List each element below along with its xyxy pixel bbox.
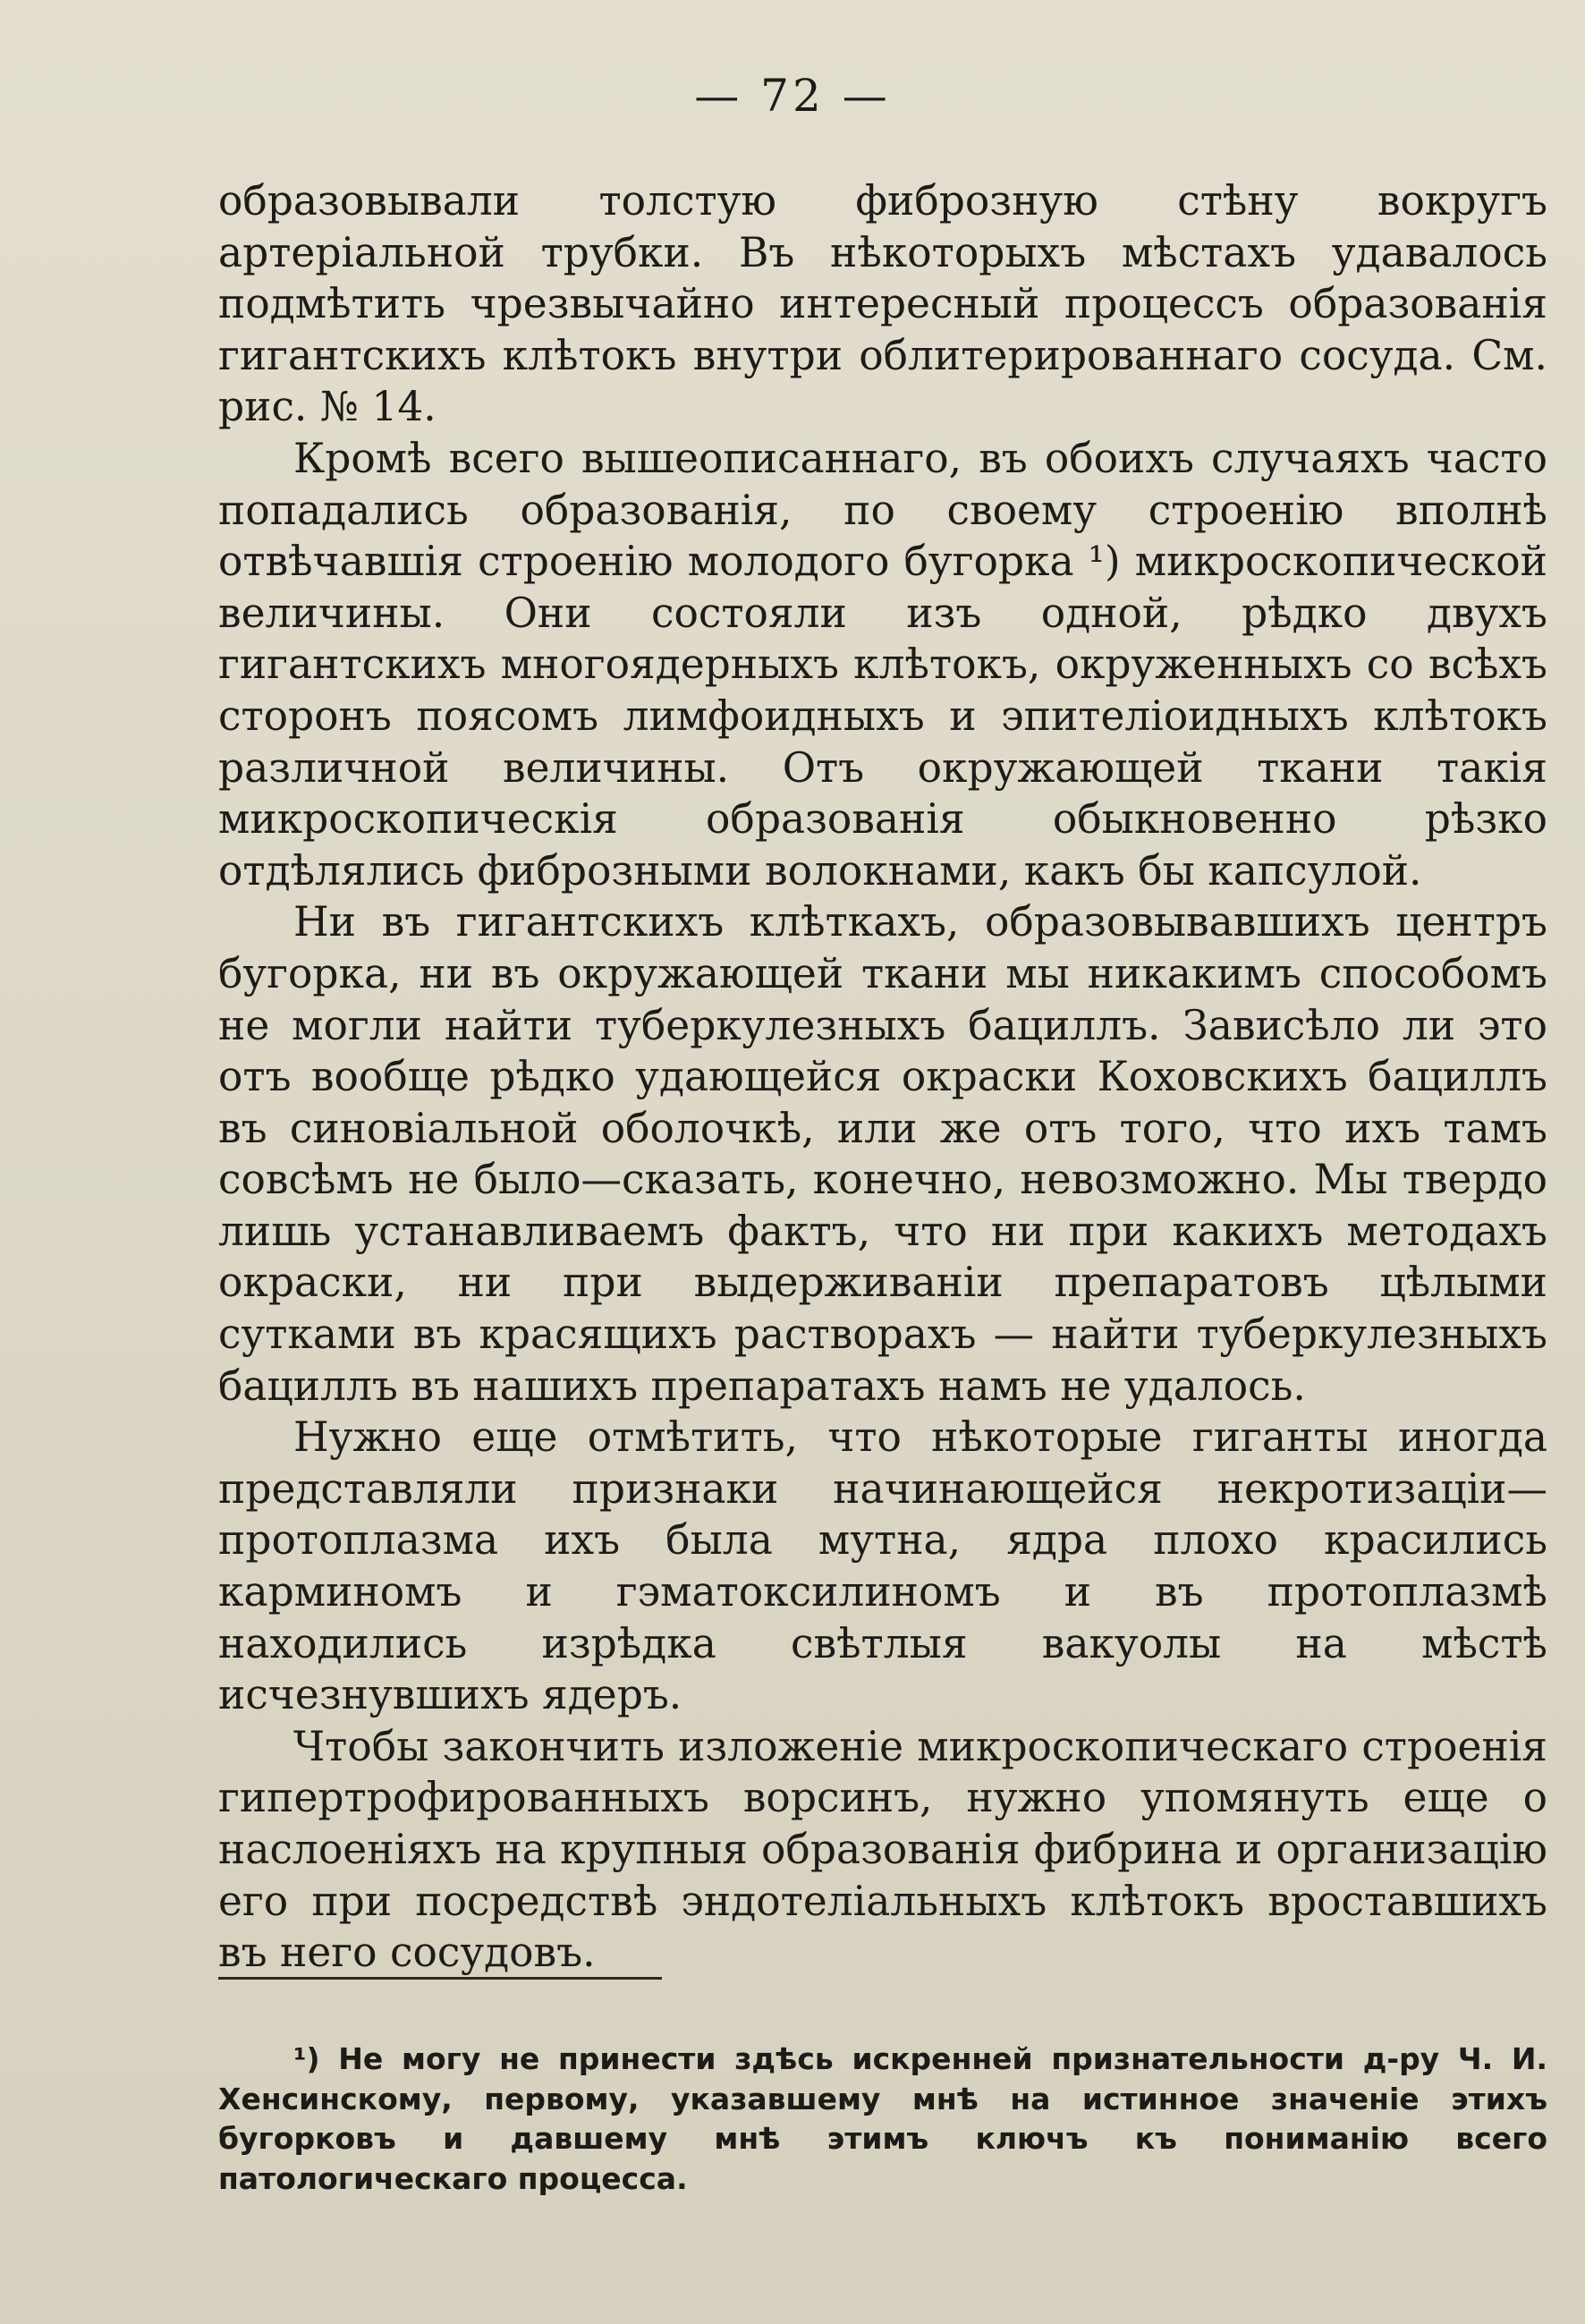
paragraph-2: Кромѣ всего вышеописаннаго, въ обоихъ случаяхъ часто попадались образованія, по своему строенію вполнѣ отвѣчавшія строенію молодого бугорка ¹) микроскопической величины. Они состояли изъ одной, рѣдко двухъ гигантскихъ многоядерныхъ клѣтокъ, окруженныхъ со всѣхъ сторонъ поясомъ лимфоидныхъ и эпителіоидныхъ клѣтокъ различной величины. Отъ окружающей ткани такія микроскопическія образованія обыкновенно рѣзко отдѣлялись фиброзными волокнами, какъ бы капсулой. (218, 434, 1547, 895)
page-number: — 72 — (694, 70, 891, 122)
footnote-separator (218, 1977, 662, 1980)
body-text (218, 175, 1547, 1979)
paragraph-1: образовывали толстую фиброзную стѣну вокругъ артеріальной трубки. Въ нѣкоторыхъ мѣстахъ удавалось подмѣтить чрезвычайно интересный процессъ образованія гигантскихъ клѣтокъ внутри облитерированнаго сосуда. См. рис. № 14. (218, 177, 1547, 431)
footnote: ¹) Не могу не принести здѣсь искренней признательности д-ру Ч. И. Хенсинскому, первому, указавшему мнѣ на истинное значеніе этихъ бугорковъ и давшему мнѣ этимъ ключъ къ пониманію всего патологическаго процесса. (218, 2041, 1547, 2196)
paragraph-4: Нужно еще отмѣтить, что нѣкоторые гиганты иногда представляли признаки начинающейся некротизаціи—протоплазма ихъ была мутна, ядра плохо красились карминомъ и гэматоксилиномъ и въ протоплазмѣ находились изрѣдка свѣтлыя вакуолы на мѣстѣ исчезнувшихъ ядеръ. (218, 1413, 1547, 1719)
paragraph-3: Ни въ гигантскихъ клѣткахъ, образовывавшихъ центръ бугорка, ни въ окружающей ткани мы никакимъ способомъ не могли найти туберкулезныхъ бациллъ. Зависѣло ли это отъ вообще рѣдко удающейся окраски Коховскихъ бациллъ въ синовіальной оболочкѣ, или же отъ того, что ихъ тамъ совсѣмъ не было—сказать, конечно, невозможно. Мы твердо лишь устанавливаемъ фактъ, что ни при какихъ методахъ окраски, ни при выдерживаніи препаратовъ цѣлыми сутками въ красящихъ растворахъ — найти туберкулезныхъ бациллъ въ нашихъ препаратахъ намъ не удалось. (218, 898, 1547, 1410)
paragraph-5: Чтобы закончить изложеніе микроскопическаго строенія гипертрофированныхъ ворсинъ, нужно упомянуть еще о наслоеніяхъ на крупныя образованія фибрина и организацію его при посредствѣ эндотеліальныхъ клѣтокъ вроставшихъ въ него сосудовъ. (218, 1722, 1547, 1977)
